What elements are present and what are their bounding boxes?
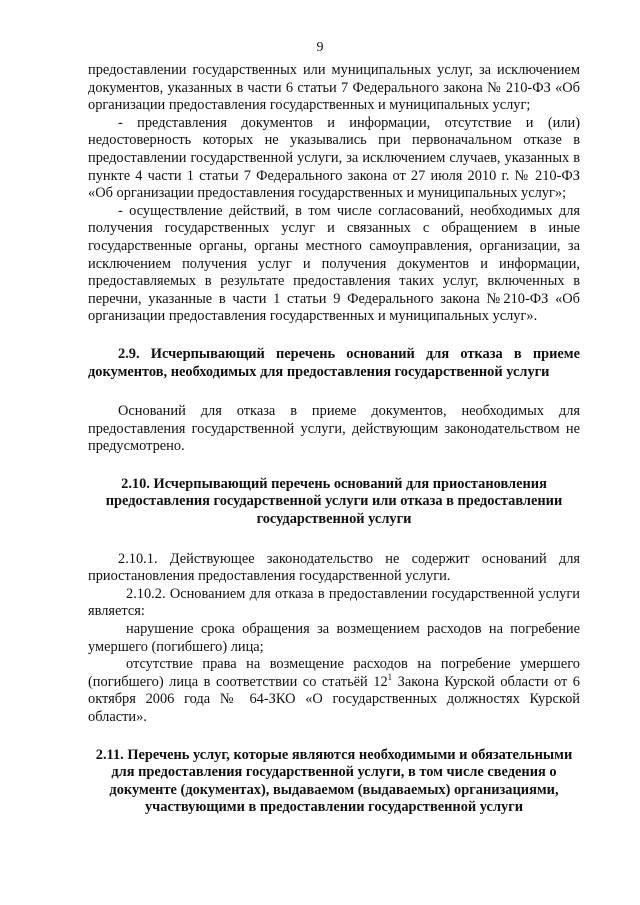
- paragraph: 2.10.2. Основанием для отказа в предоставлении государственной услуги является:: [88, 585, 580, 620]
- paragraph: - представления документов и информации, отсутствие и (или) недостоверность которых не указывались при первоначальном отказе в предоставлении государственной услуги, за исключением случаев, указанных в пункте 4 части 1 статьи 7 Федерального закона от 27 июля 2010 г. № 210-ФЗ «Об организации предоставления государственных и муниципальных услуг»;: [88, 114, 580, 202]
- section-heading-2-10: 2.10. Исчерпывающий перечень оснований для приостановления предоставления государственной услуги или отказа в предоставлении государственной услуги: [105, 475, 563, 528]
- paragraph: - осуществление действий, в том числе согласований, необходимых для получения государственных услуг и связанных с обращением в иные государственные органы, органы местного самоуправления, организации, за исключением получения услуг и получения документов и информации, предоставляемых в результате предоставления таких услуг, включенных в перечни, указанные в части 1 статьи 9 Федерального закона №210-ФЗ «Об организации предоставления государственных и муниципальных услуг».: [88, 202, 580, 325]
- paragraph: Оснований для отказа в приеме документов, необходимых для предоставления государственной услуги, действующим законодательством не предусмотрено.: [88, 403, 580, 455]
- paragraph-text: отсутствие права на возмещение расходов на погребение умершего (погибшего) лица в соответствии со статьёй 12: [88, 656, 580, 690]
- paragraph: нарушение срока обращения за возмещением расходов на погребение умершего (погибшего) лица;: [88, 621, 580, 655]
- section-heading-2-11: 2.11. Перечень услуг, которые являются необходимыми и обязательными для предоставления государственной услуги, в том числе сведения о документе (документах), выдаваемом (выдаваемых) организациями, участвующими в предоставлении государственной услуги: [95, 746, 573, 816]
- paragraph-text: Закона Курской области от 6 октября 2006 года № 64-ЗКО «О государственных должностях Курской области».: [88, 673, 580, 725]
- superscript: 1: [387, 672, 393, 683]
- paragraph: предоставлении государственных или муниципальных услуг, за исключением документов, указанных в части 6 статьи 7 Федерального закона № 210-ФЗ «Об организации предоставления государственных и муниципальных услуг;: [88, 62, 580, 114]
- paragraph: [88, 656, 580, 726]
- section-heading-2-9: 2.9. Исчерпывающий перечень оснований для отказа в приеме документов, необходимых для предоставления государственной услуги: [88, 345, 580, 380]
- document-body: [88, 62, 580, 817]
- paragraph: 2.10.1. Действующее законодательство не содержит оснований для приостановления предоставления государственной услуги.: [88, 550, 580, 585]
- page-number: 9: [316, 40, 324, 55]
